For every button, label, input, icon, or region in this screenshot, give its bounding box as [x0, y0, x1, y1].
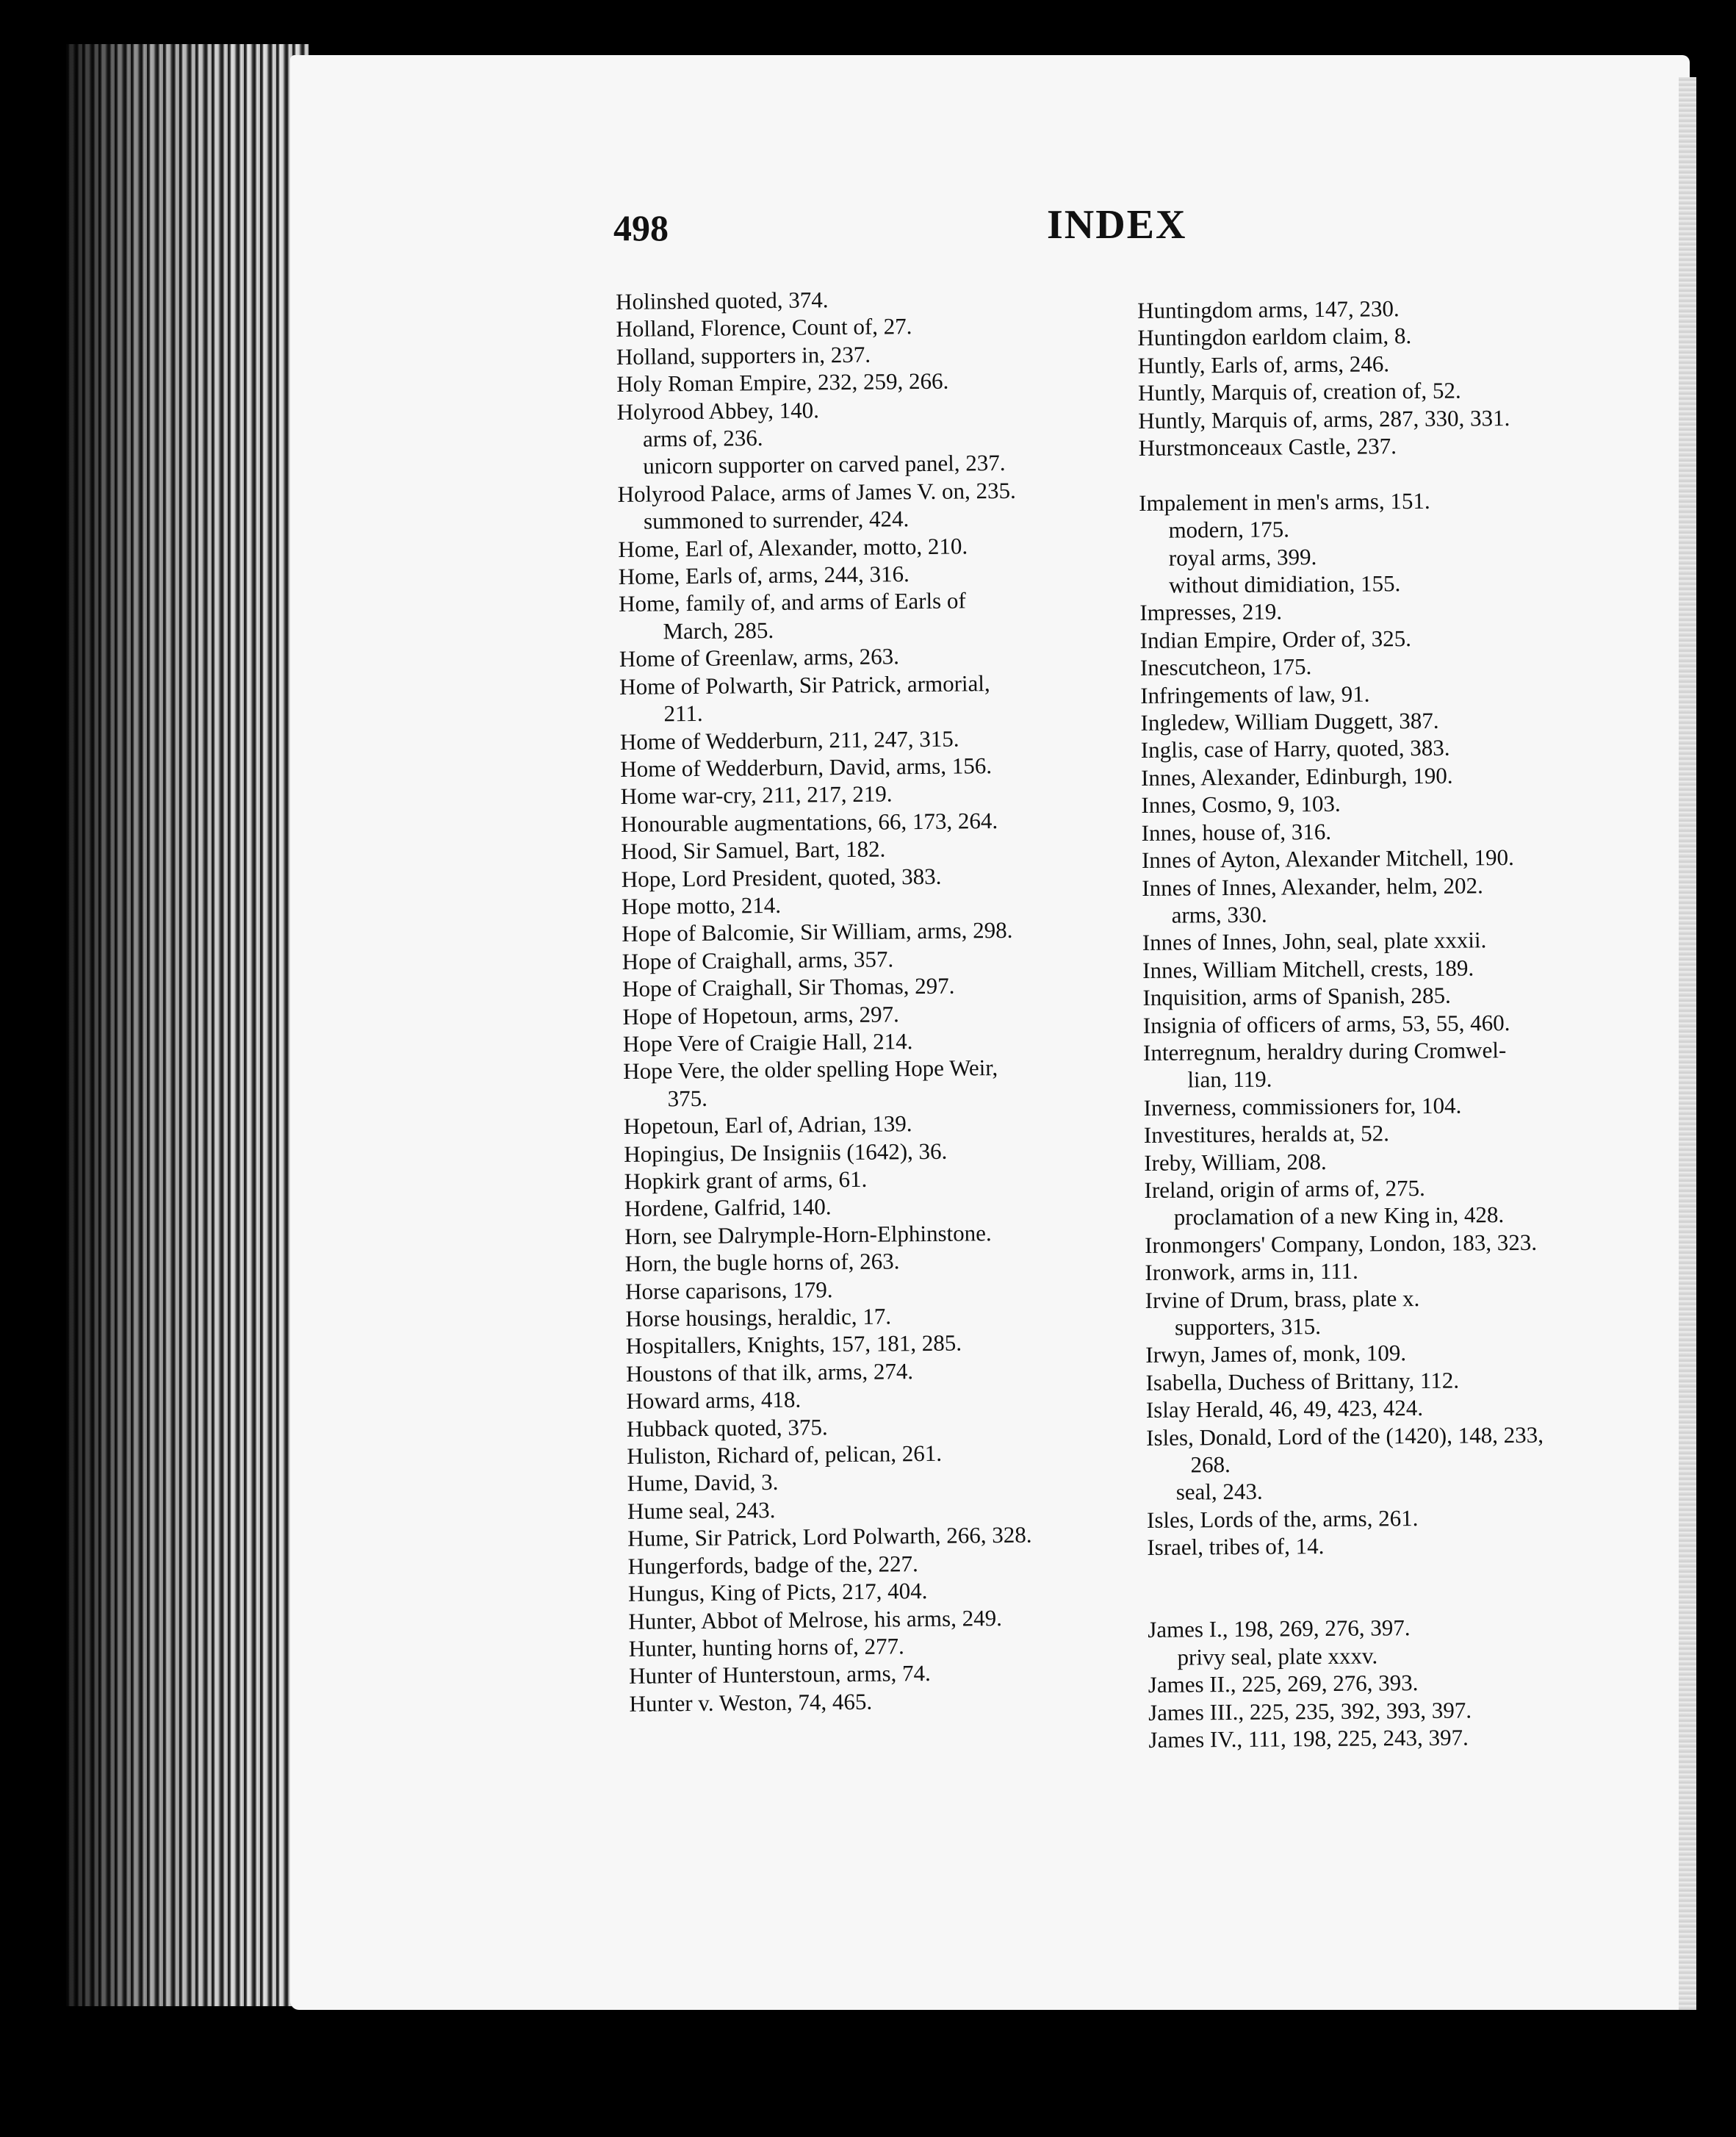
index-entry: Isles, Lords of the, arms, 261. [1146, 1504, 1419, 1533]
index-entry: seal, 243. [1175, 1479, 1263, 1506]
index-entry: James III., 225, 235, 392, 393, 397. [1148, 1697, 1472, 1725]
index-entry: Hume, David, 3. [627, 1469, 779, 1497]
index-entry: Home of Wedderburn, David, arms, 156. [620, 753, 993, 782]
index-entry: Huntingdom arms, 147, 230. [1137, 295, 1400, 323]
index-entry: Hume, Sir Patrick, Lord Polwarth, 266, 328. [627, 1521, 1032, 1552]
index-entry: James IV., 111, 198, 225, 243, 397. [1148, 1724, 1469, 1753]
index-entry: Irvine of Drum, brass, plate x. [1145, 1285, 1420, 1313]
index-entry: Hunter, hunting horns of, 277. [628, 1633, 904, 1662]
index-entry: Hume seal, 243. [627, 1496, 776, 1524]
index-entry: Hope of Balcomie, Sir William, arms, 298. [622, 917, 1013, 947]
index-spacer [1148, 1558, 1545, 1589]
binding-shadow [66, 44, 309, 2006]
index-spacer [1148, 1586, 1545, 1617]
page-right-edge [1679, 77, 1696, 2010]
index-entry: Hurstmonceaux Castle, 237. [1138, 433, 1397, 461]
index-entry: Hunter of Hunterstoun, arms, 74. [628, 1660, 931, 1689]
index-spacer [1139, 459, 1536, 489]
index-entry: Ironwork, arms in, 111. [1145, 1257, 1358, 1286]
index-entry: Holland, Florence, Count of, 27. [616, 313, 912, 342]
index-entry: Insignia of officers of arms, 53, 55, 460. [1142, 1009, 1510, 1038]
index-entry: Horn, see Dalrymple-Horn-Elphinstone. [624, 1219, 992, 1249]
index-entry: Innes, William Mitchell, crests, 189. [1142, 955, 1474, 983]
index-entry: Hope, Lord President, quoted, 383. [621, 863, 942, 892]
index-entry: Home of Wedderburn, 211, 247, 315. [619, 725, 959, 755]
page-title: INDEX [1047, 202, 1187, 248]
index-entry: Huntly, Marquis of, arms, 287, 330, 331. [1138, 404, 1510, 434]
index-entry: Home, family of, and arms of Earls of [618, 587, 966, 617]
index-entry: Irwyn, James of, monk, 109. [1145, 1340, 1407, 1368]
index-entry: Inescutcheon, 175. [1139, 653, 1312, 681]
index-entry: Huntingdon earldom claim, 8. [1137, 323, 1412, 351]
index-entry: Isabella, Duchess of Brittany, 112. [1145, 1367, 1460, 1396]
index-entry: Hope Vere, the older spelling Hope Weir, [623, 1055, 998, 1085]
index-entry: Indian Empire, Order of, 325. [1139, 625, 1412, 653]
index-entry: 268. [1190, 1451, 1231, 1478]
index-entry: Investitures, heralds at, 52. [1143, 1120, 1390, 1149]
index-entry: Hopkirk grant of arms, 61. [624, 1166, 868, 1194]
index-entry: modern, 175. [1168, 516, 1290, 543]
index-entry: Hospitallers, Knights, 157, 181, 285. [625, 1329, 962, 1360]
index-entry: Hungerfords, badge of the, 227. [627, 1550, 919, 1579]
index-entry: Hood, Sir Samuel, Bart, 182. [621, 836, 886, 865]
index-entry: Ireland, origin of arms of, 275. [1144, 1174, 1425, 1203]
index-entry: Hope of Craighall, arms, 357. [622, 946, 894, 974]
index-entry: Horse housings, heraldic, 17. [625, 1303, 892, 1332]
index-entry: Isles, Donald, Lord of the (1420), 148, 233, [1146, 1421, 1544, 1451]
index-entry: Israel, tribes of, 14. [1147, 1533, 1325, 1561]
index-entry: Hope motto, 214. [621, 891, 782, 919]
index-entry: Hope of Hopetoun, arms, 297. [622, 1000, 899, 1030]
index-entry: Impalement in men's arms, 151. [1139, 487, 1430, 516]
index-entry: Holyrood Palace, arms of James V. on, 235. [617, 477, 1016, 507]
index-entry: Ireby, William, 208. [1144, 1148, 1327, 1176]
index-entry: unicorn supporter on carved panel, 237. [643, 450, 1006, 480]
index-entry: Home of Greenlaw, arms, 263. [619, 643, 900, 672]
index-column-left [616, 284, 1034, 1717]
index-entry: supporters, 315. [1174, 1313, 1322, 1340]
index-entry: arms, 330. [1171, 901, 1267, 928]
index-entry: summoned to surrender, 424. [643, 506, 910, 534]
index-entry: 375. [667, 1085, 708, 1112]
index-entry: Hunter, Abbot of Melrose, his arms, 249. [628, 1604, 1003, 1634]
index-entry: Innes of Innes, John, seal, plate xxxii. [1142, 927, 1487, 956]
index-entry: James I., 198, 269, 276, 397. [1148, 1615, 1411, 1643]
index-column-right [1137, 294, 1546, 1754]
index-entry: Howard arms, 418. [626, 1386, 802, 1415]
index-entry: Houstons of that ilk, arms, 274. [626, 1358, 914, 1387]
index-entry: Huntly, Marquis of, creation of, 52. [1137, 377, 1461, 406]
index-entry: Home of Polwarth, Sir Patrick, armorial, [619, 669, 990, 700]
index-entry: Horse caparisons, 179. [624, 1276, 833, 1304]
index-entry: Huntly, Earls of, arms, 246. [1137, 351, 1390, 378]
index-entry: royal arms, 399. [1168, 543, 1317, 571]
index-entry: Holy Roman Empire, 232, 259, 266. [616, 367, 949, 398]
index-entry: Holyrood Abbey, 140. [616, 396, 820, 425]
index-entry: Innes, house of, 316. [1141, 818, 1332, 846]
index-entry: Honourable augmentations, 66, 173, 264. [620, 807, 998, 837]
index-entry: James II., 225, 269, 276, 393. [1148, 1670, 1419, 1698]
index-entry: Horn, the bugle horns of, 263. [624, 1248, 900, 1277]
index-entry: Ironmongers' Company, London, 183, 323. [1144, 1229, 1538, 1258]
index-entry: Inquisition, arms of Spanish, 285. [1142, 982, 1451, 1011]
index-entry: privy seal, plate xxxv. [1177, 1642, 1378, 1670]
index-entry: Hubback quoted, 375. [626, 1413, 828, 1442]
index-entry: Hope Vere of Craigie Hall, 214. [622, 1028, 913, 1057]
index-entry: Hope of Craighall, Sir Thomas, 297. [622, 972, 955, 1002]
index-entry: arms of, 236. [642, 425, 763, 452]
index-entry: Hungus, King of Picts, 217, 404. [627, 1578, 928, 1607]
index-entry: Islay Herald, 46, 49, 423, 424. [1145, 1395, 1424, 1423]
index-entry: Impresses, 219. [1139, 598, 1283, 626]
index-entry: Huliston, Richard of, pelican, 261. [627, 1440, 943, 1469]
index-entry: Infringements of law, 91. [1140, 680, 1370, 708]
index-entry: Hunter v. Weston, 74, 465. [629, 1688, 873, 1717]
index-entry: Hopetoun, Earl of, Adrian, 139. [623, 1110, 912, 1140]
index-entry: Innes, Cosmo, 9, 103. [1141, 791, 1341, 819]
index-entry: Home, Earls of, arms, 244, 316. [618, 561, 910, 590]
index-entry: without dimidiation, 155. [1168, 570, 1401, 598]
index-entry: Holland, supporters in, 237. [616, 341, 871, 370]
index-entry: Interregnum, heraldry during Cromwel- [1142, 1037, 1507, 1066]
index-entry: Inverness, commissioners for, 104. [1143, 1092, 1462, 1121]
index-entry: Ingledew, William Duggett, 387. [1140, 707, 1439, 736]
index-entry: Inglis, case of Harry, quoted, 383. [1140, 735, 1450, 764]
index-entry: Home war-cry, 211, 217, 219. [620, 780, 893, 810]
index-entry: Hordene, Galfrid, 140. [624, 1193, 832, 1222]
page-number: 498 [613, 207, 669, 248]
index-entry: Holinshed quoted, 374. [616, 287, 829, 315]
index-entry: Innes of Ayton, Alexander Mitchell, 190. [1141, 844, 1514, 874]
index-entry: Home, Earl of, Alexander, motto, 210. [618, 533, 968, 562]
index-entry: proclamation of a new King in, 428. [1173, 1202, 1505, 1231]
index-entry: Innes of Innes, Alexander, helm, 202. [1142, 872, 1483, 901]
index-entry: Hopingius, De Insigniis (1642), 36. [624, 1138, 948, 1167]
index-entry: March, 285. [663, 617, 774, 644]
index-entry: 211. [663, 700, 703, 727]
index-entry: Innes, Alexander, Edinburgh, 190. [1141, 762, 1453, 791]
index-entry: lian, 119. [1187, 1066, 1272, 1093]
